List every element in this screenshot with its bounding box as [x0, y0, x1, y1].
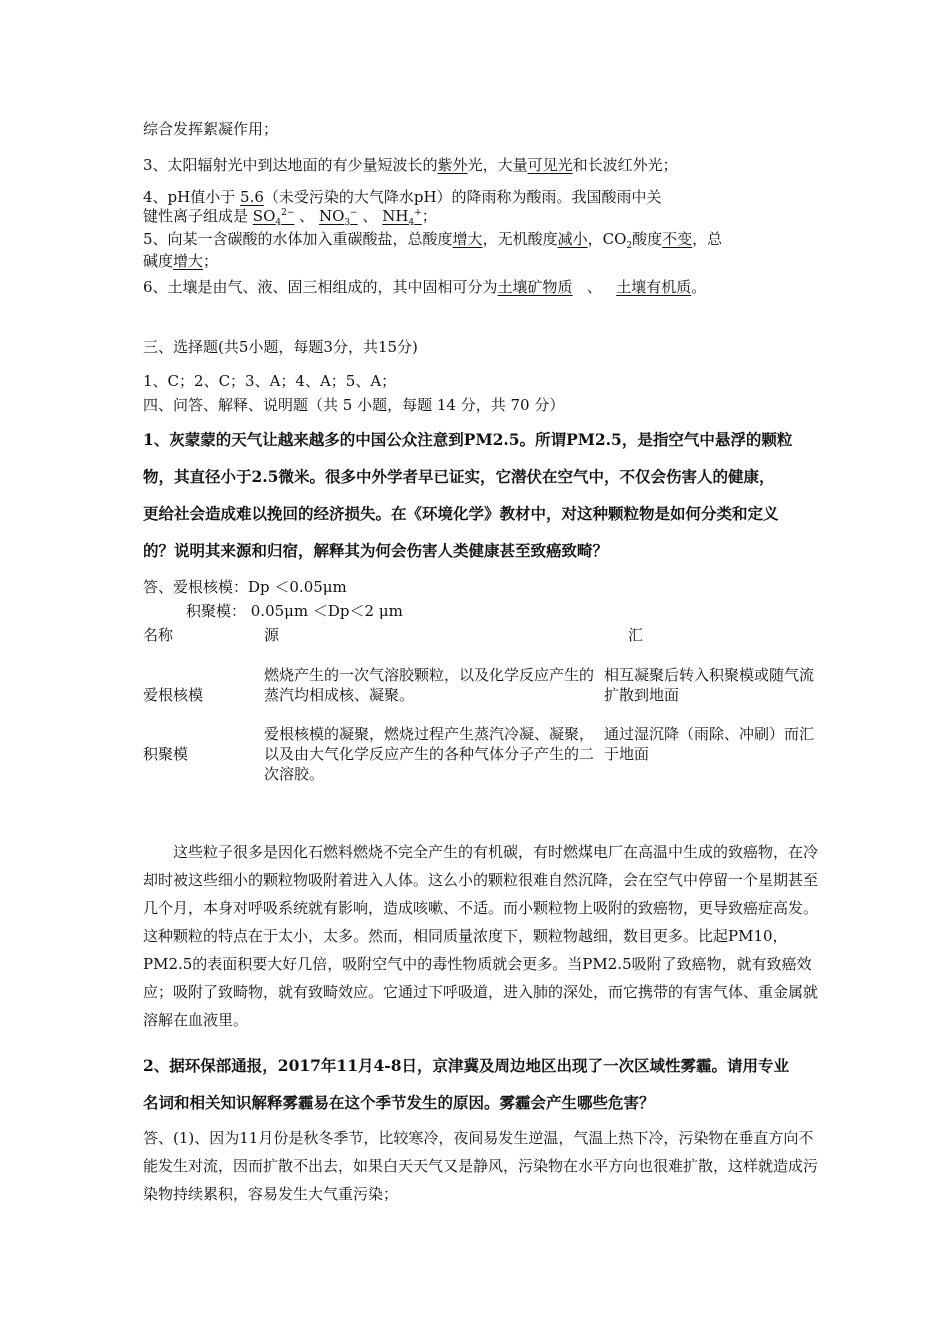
section-heading-3: 三、选择题(共5小题，每题3分，共15分) — [143, 338, 418, 356]
answer-blank: 紫外 — [437, 156, 468, 174]
q4-line1: 4、pH值小于 5.6（未受污染的大气降水pH）的降雨称为酸雨。我国酸雨中关 — [143, 188, 662, 206]
q6-line: 6、土壤是由气、液、固三相组成的，其中固相可分为土壤矿物质 、 土壤有机质。 — [143, 278, 707, 296]
table-cell-source: 爱根核模的凝聚，燃烧过程产生蒸汽冷凝、凝聚，以及由大气化学反应产生的各种气体分子产生的二次溶胶。 — [264, 725, 595, 783]
answer-blank: 土壤有机质 — [616, 278, 692, 296]
answer-blank: 增大 — [173, 252, 204, 270]
answer-1-line: 积聚模： 0.05μm ＜Dp＜2 μm — [186, 602, 403, 620]
question-2-line: 名词和相关知识解释雾霾易在这个季节发生的原因。雾霾会产生哪些危害？ — [143, 1093, 655, 1112]
question-1-line: 的？说明其来源和归宿，解释其为何会伤害人类健康甚至致癌致畸？ — [143, 541, 609, 560]
table-cell-sink: 相互凝聚后转入积聚模或随气流扩散到地面 — [604, 666, 815, 704]
answer-2-paragraph — [143, 1124, 823, 1208]
answer-2-text: 答、(1)、因为11月份是秋冬季节，比较寒冷，夜间易发生逆温，气温上热下冷，污染物在垂直方向不能发生对流，因而扩散不出去，如果白天天气又是静风，污染物在水平方向也很难扩散，这样就造成污染物持续累积，容易发生大气重污染； — [143, 1129, 819, 1203]
section-heading-4: 四、问答、解释、说明题（共 5 小题，每题 14 分，共 70 分） — [143, 396, 565, 414]
question-2-line: 2、据环保部通报，2017年11月4-8日，京津冀及周边地区出现了一次区域性雾霾。请用专业 — [143, 1056, 789, 1075]
table-cell-name: 积聚模 — [143, 745, 189, 763]
q3-line: 3、太阳辐射光中到达地面的有少量短波长的紫外光，大量可见光和长波红外光； — [143, 156, 678, 174]
answer-blank: 5.6 — [240, 188, 264, 206]
answer-blank: 土壤矿物质 — [497, 278, 573, 296]
table-cell-name: 爱根核模 — [143, 686, 204, 704]
answer-blank: $SO_4^{2-}$ — [252, 207, 295, 228]
question-1-line: 1、灰蒙蒙的天气让越来越多的中国公众注意到PM2.5。所谓PM2.5，是指空气中悬浮的颗粒 — [143, 430, 793, 449]
answer-blank: 减小 — [557, 230, 588, 248]
explanation-paragraph — [143, 838, 823, 1034]
text-line: 综合发挥絮凝作用； — [143, 120, 279, 138]
answer-blank: 增大 — [452, 230, 483, 248]
question-1-line: 物，其直径小于2.5微米。很多中外学者早已证实，它潜伏在空气中，不仅会伤害人的健康， — [143, 467, 775, 486]
answer-blank: $NO_3^-$ — [318, 207, 358, 228]
table-cell-source: 燃烧产生的一次气溶胶颗粒，以及化学反应产生的蒸汽均相成核、凝聚。 — [264, 666, 595, 704]
answer-blank: 不变 — [662, 230, 693, 248]
paragraph-text: 这些粒子很多是因化石燃料燃烧不完全产生的有机碳，有时燃煤电厂在高温中生成的致癌物，在冷却时被这些细小的颗粒物吸附着进入人体。这么小的颗粒很难自然沉降，会在空气中停留一个星期甚至几个月，本身对呼吸系统就有影响，造成咳嗽、不适。而小颗粒物上吸附的致癌物，更导致癌症高发。这种颗粒的特点在于太小，太多。然而，相同质量浓度下，颗粒物越细，数目更多。比起PM10，PM2.5的表面积要大好几倍，吸附空气中的毒性物质就会更多。当PM2.5吸附了致癌物，就有致癌效应；吸附了致畸物，就有致畸效应。它通过下呼吸道，进入肺的深处，而它携带的有害气体、重金属就溶解在血液里。 — [143, 843, 819, 1029]
q5-line1: 5、向某一含碳酸的水体加入重碳酸盐，总酸度增大，无机酸度减小，$CO_2$酸度不变，总 — [143, 230, 723, 251]
answers-choice: 1、C；2、C；3、A；4、A；5、A； — [143, 372, 397, 390]
table-cell-sink: 通过湿沉降（雨除、冲刷）而汇于地面 — [604, 725, 815, 763]
table-header-source: 源 — [264, 626, 280, 644]
q4-line2: 键性离子组成是 $SO_4^{2-}$ 、 $NO_3^-$ 、 $NH_4^+$； — [143, 207, 437, 228]
table-header-sink: 汇 — [628, 626, 644, 644]
answer-blank: $NH_4^+$ — [382, 207, 422, 228]
answer-1-line: 答、爱根核模：Dp ＜0.05μm — [143, 578, 347, 596]
table-header-name: 名称 — [143, 626, 174, 644]
answer-blank: 可见光 — [527, 156, 573, 174]
question-1-line: 更给社会造成难以挽回的经济损失。在《环境化学》教材中，对这种颗粒物是如何分类和定义 — [143, 504, 779, 523]
q5-line2: 碱度增大； — [143, 252, 219, 270]
